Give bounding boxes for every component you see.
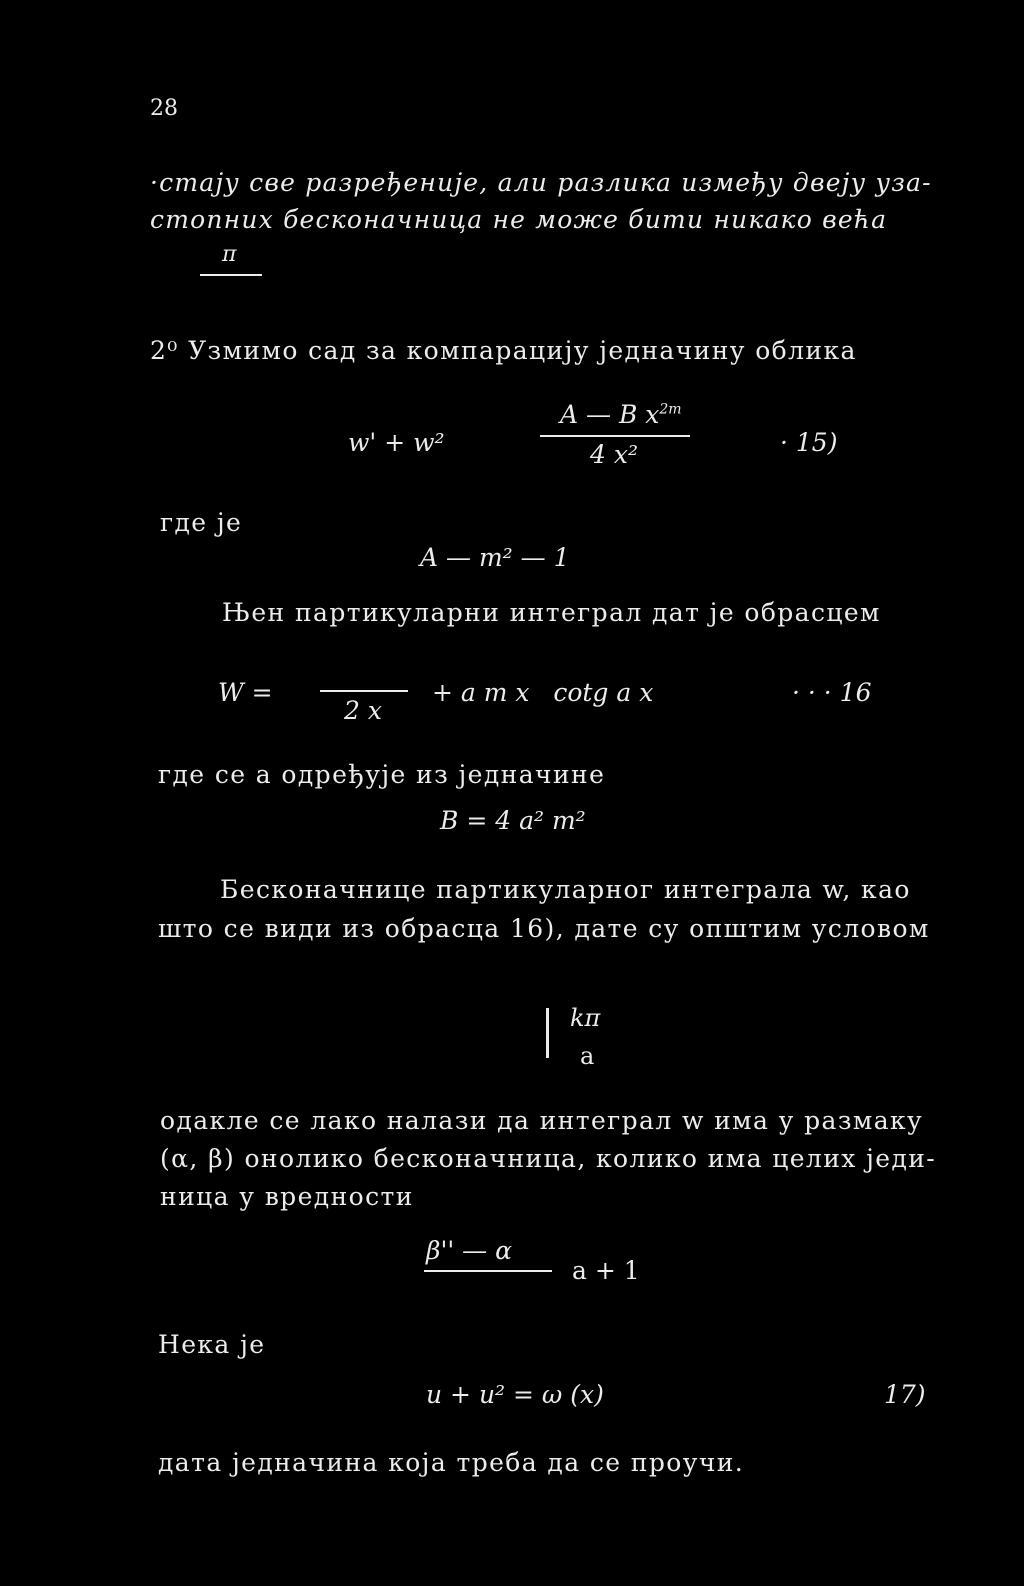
eq16-lhs: W = xyxy=(218,678,273,707)
eq15-numerator xyxy=(560,402,682,427)
page-number: 28 xyxy=(150,96,178,121)
ratio-fraction-line xyxy=(424,1270,552,1272)
final-line: дата једначина која треба да се проучи. xyxy=(158,1448,745,1477)
section2-intro: 2⁰ Узмимо сад за компарацију једначину облика xyxy=(150,336,857,365)
eq16-rest: + a m x cotg a x xyxy=(432,678,654,707)
eq15-fraction-line xyxy=(540,435,690,437)
conclusion-line-2: (α, β) онолико бесконачница, колико има целих једи- xyxy=(160,1144,937,1173)
intro-line-1: ·стају све разређеније, али разлика између двеју узa- xyxy=(150,168,932,197)
ratio-numerator: β'' — α xyxy=(426,1236,512,1265)
particular-integral-text: Њен партикуларни интеграл дат је обрасцем xyxy=(222,598,881,627)
let-be-label: Нека је xyxy=(158,1330,266,1359)
conclusion-line-1: одакле се лако налази да интеграл w има у размаку xyxy=(160,1106,924,1135)
equation-B: B = 4 a² m² xyxy=(440,806,586,835)
pi-fraction-line xyxy=(200,274,262,276)
eq15-label: · 15) xyxy=(780,428,838,457)
eq17-label: 17) xyxy=(884,1380,926,1409)
eq15-denominator: 4 x² xyxy=(590,440,638,469)
equation-A: A — m² — 1 xyxy=(420,543,570,572)
ratio-rest: a + 1 xyxy=(572,1256,640,1285)
eq15-numerator-text: A — B x xyxy=(560,400,660,429)
infinities-line-1: Бесконачнице партикуларног интеграла w, као xyxy=(220,875,911,904)
eq16-denominator: 2 x xyxy=(344,696,382,725)
eq16-fraction-line xyxy=(320,690,408,692)
eq16-label: · · · 16 xyxy=(792,678,872,707)
where-is-label-1: где је xyxy=(160,508,243,537)
eq15-numerator-exponent: 2m xyxy=(659,401,682,418)
where-a-text: где се a одређује из једначине xyxy=(158,760,606,789)
conclusion-line-3: ница у вредности xyxy=(160,1182,414,1211)
pi-symbol: π xyxy=(222,242,237,267)
eq17-expression: u + u² = ω (x) xyxy=(426,1380,604,1409)
intro-line-2: стопних бесконачница не може бити никако већа xyxy=(150,205,888,234)
infinities-line-2: што се види из обрасца 16), дате су општим условом xyxy=(158,914,930,943)
condition-bottom: a xyxy=(580,1042,595,1070)
condition-top: kπ xyxy=(570,1004,601,1032)
condition-bar xyxy=(546,1008,549,1058)
eq15-lhs: w' + w² xyxy=(348,428,445,457)
